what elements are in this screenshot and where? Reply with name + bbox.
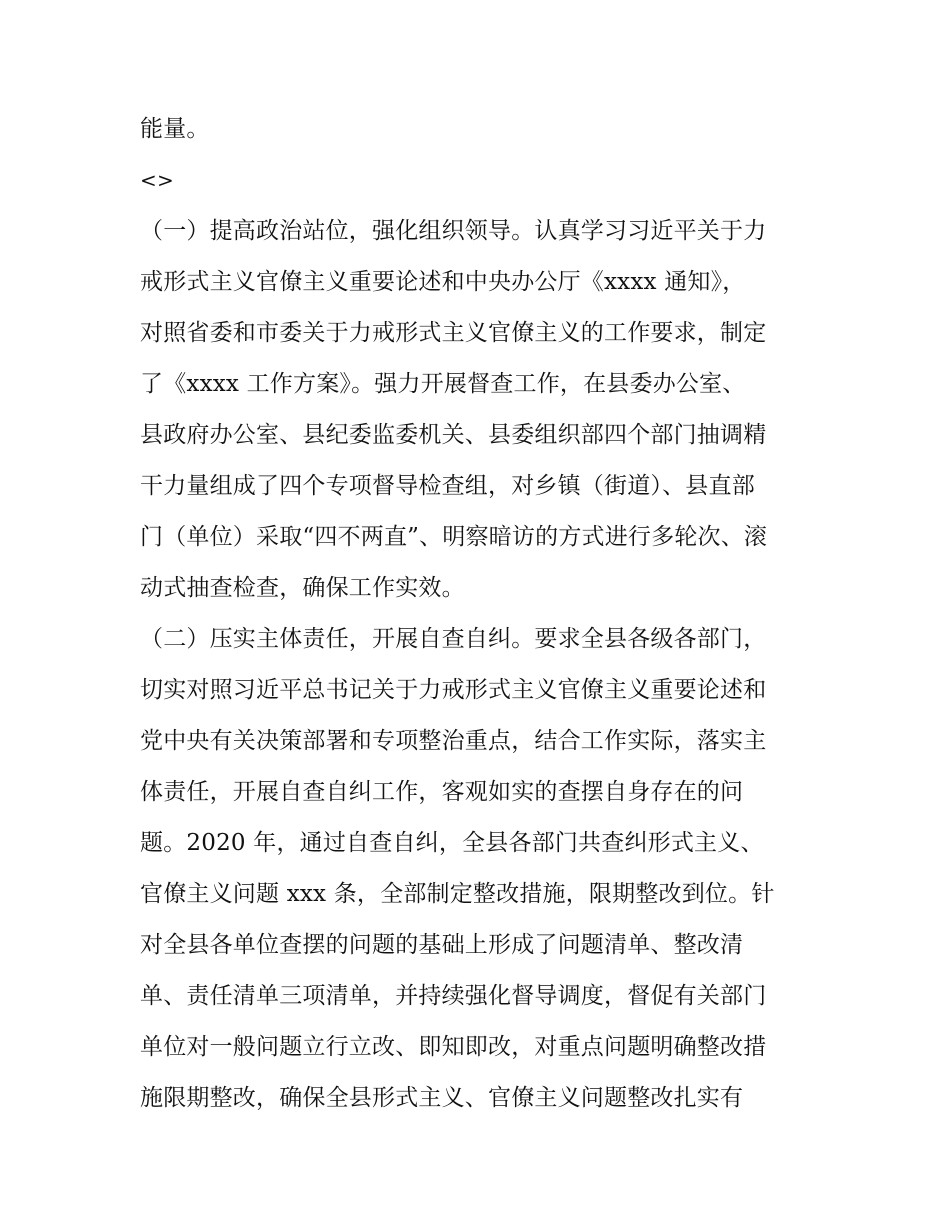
text-line: 干力量组成了四个专项督导检查组，对乡镇（街道）、县直部 — [140, 473, 755, 499]
text-line: 切实对照习近平总书记关于力戒形式主义官僚主义重要论述和 — [140, 677, 767, 703]
text-line: 门（单位）采取“四不两直”、明察暗访的方式进行多轮次、滚 — [140, 524, 768, 550]
text-line: 单位对一般问题立行立改、即知即改，对重点问题明确整改措 — [140, 1034, 767, 1060]
text-line: 官僚主义问题 xxx 条，全部制定整改措施，限期整改到位。针 — [140, 881, 775, 907]
document-body — [140, 104, 815, 1124]
text-line: 能量。 — [140, 116, 210, 142]
text-line: 对全县各单位查摆的问题的基础上形成了问题清单、整改清 — [140, 932, 744, 958]
section-heading-line: （二）压实主体责任，开展自查自纠。要求全县各级各部门， — [140, 626, 767, 652]
text-line: <> — [140, 168, 174, 192]
text-line: 单、责任清单三项清单，并持续强化督导调度，督促有关部门 — [140, 983, 767, 1009]
text-line: 施限期整改，确保全县形式主义、官僚主义问题整改扎实有 — [140, 1085, 744, 1111]
text-line: 体责任，开展自查自纠工作，客观如实的查摆自身存在的问 — [140, 779, 744, 805]
text-line: 县政府办公室、县纪委监委机关、县委组织部四个部门抽调精 — [140, 422, 767, 448]
text-line: 题。2020 年，通过自查自纠，全县各部门共查纠形式主义、 — [140, 830, 764, 856]
section-heading-line: （一）提高政治站位，强化组织领导。认真学习习近平关于力 — [140, 218, 767, 244]
text-line: 对照省委和市委关于力戒形式主义官僚主义的工作要求，制定 — [140, 320, 767, 346]
text-line: 动式抽查检查，确保工作实效。 — [140, 575, 465, 601]
text-line: 党中央有关决策部署和专项整治重点，结合工作实际，落实主 — [140, 728, 767, 754]
text-line: 戒形式主义官僚主义重要论述和中央办公厅《xxxx 通知》， — [140, 269, 746, 295]
text-line: 了《xxxx 工作方案》。强力开展督查工作，在县委办公室、 — [140, 371, 746, 397]
